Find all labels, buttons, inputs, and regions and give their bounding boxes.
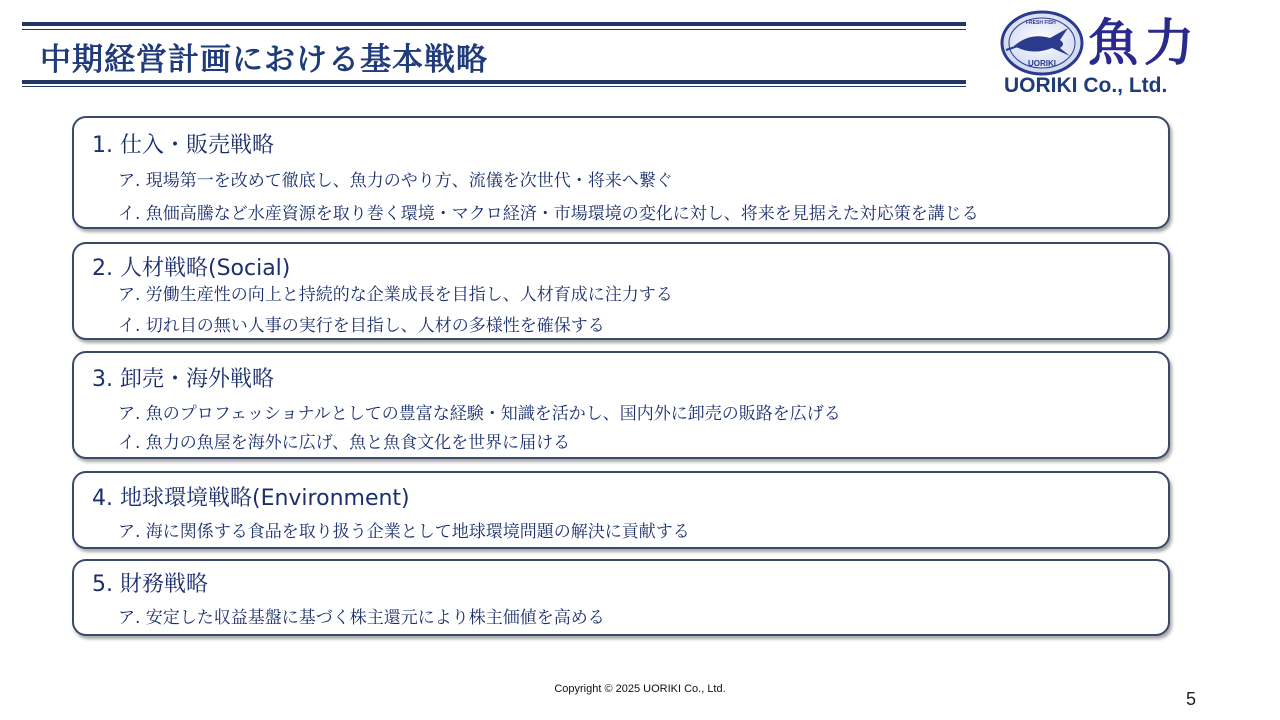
title-rule-top bbox=[22, 22, 966, 26]
svg-text:UORIKI: UORIKI bbox=[1028, 59, 1056, 68]
svg-text:FRESH FISH: FRESH FISH bbox=[1026, 20, 1056, 26]
title-rule-bottom-thin bbox=[22, 86, 966, 87]
company-logo bbox=[1000, 10, 1250, 100]
logo-company-name: UORIKI Co., Ltd. bbox=[1004, 74, 1168, 97]
strategy-item: ア. 現場第一を改めて徹底し、魚力のやり方、流儀を次世代・将来へ繋ぐ bbox=[118, 171, 673, 191]
strategy-item: イ. 魚力の魚屋を海外に広げ、魚と魚食文化を世界に届ける bbox=[118, 433, 571, 453]
strategy-heading: 3. 卸売・海外戦略 bbox=[92, 367, 274, 392]
strategy-card-finance bbox=[72, 559, 1170, 636]
strategy-item: イ. 切れ目の無い人事の実行を目指し、人材の多様性を確保する bbox=[118, 316, 605, 336]
strategy-card-wholesale-overseas bbox=[72, 351, 1170, 459]
strategy-heading: 2. 人材戦略(Social) bbox=[92, 256, 291, 281]
marlin-emblem-icon bbox=[1000, 10, 1084, 76]
page-title: 中期経営計画における基本戦略 bbox=[40, 42, 488, 78]
strategy-heading: 1. 仕入・販売戦略 bbox=[92, 133, 274, 158]
strategy-card-environment bbox=[72, 471, 1170, 549]
strategy-heading: 5. 財務戦略 bbox=[92, 572, 208, 597]
strategy-item: ア. 海に関係する食品を取り扱う企業として地球環境問題の解決に貢献する bbox=[118, 522, 690, 542]
strategy-card-human-resources bbox=[72, 242, 1170, 340]
strategy-heading: 4. 地球環境戦略(Environment) bbox=[92, 486, 410, 511]
strategy-card-procurement-sales bbox=[72, 116, 1170, 229]
page-number: 5 bbox=[1186, 689, 1197, 709]
title-bar bbox=[22, 22, 966, 88]
logo-kanji: 魚力 bbox=[1088, 13, 1200, 72]
title-rule-bottom bbox=[22, 80, 966, 84]
strategy-item: ア. 魚のプロフェッショナルとしての豊富な経験・知識を活かし、国内外に卸売の販路を広げる bbox=[118, 404, 841, 424]
copyright-footer: Copyright © 2025 UORIKI Co., Ltd. bbox=[554, 683, 726, 695]
strategy-item: ア. 労働生産性の向上と持続的な企業成長を目指し、人材育成に注力する bbox=[118, 285, 673, 305]
title-rule-top-thin bbox=[22, 29, 966, 30]
strategy-item: ア. 安定した収益基盤に基づく株主還元により株主価値を高める bbox=[118, 608, 605, 628]
strategy-item: イ. 魚価高騰など水産資源を取り巻く環境・マクロ経済・市場環境の変化に対し、将来を見据えた対応策を講じる bbox=[118, 204, 979, 224]
